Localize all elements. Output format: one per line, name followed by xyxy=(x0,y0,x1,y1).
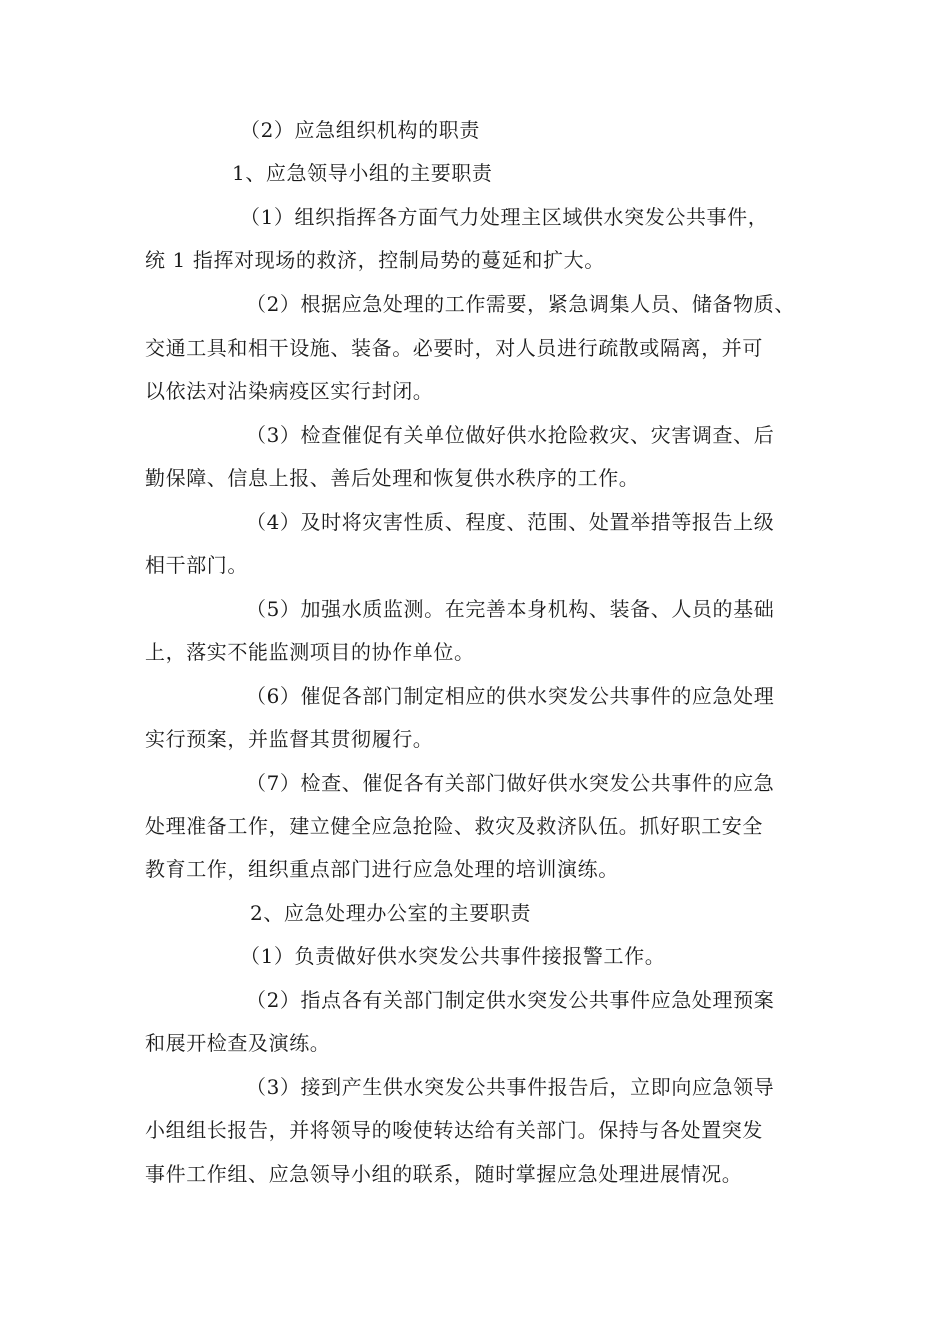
part1-item6-line1: （6）催促各部门制定相应的供水突发公共事件的应急处理 xyxy=(246,684,775,708)
part1-item4-line2: 相干部门。 xyxy=(145,553,248,577)
part1-item3-line2: 勤保障、信息上报、善后处理和恢复供水秩序的工作。 xyxy=(145,466,640,490)
part1-item1-line1: （1）组织指挥各方面气力处理主区域供水突发公共事件， xyxy=(240,205,769,229)
part1-item2-line2: 交通工具和相干设施、装备。必要时，对人员进行疏散或隔离，并可 xyxy=(145,336,763,360)
part1-heading: 1、应急领导小组的主要职责 xyxy=(232,161,493,185)
part1-item6-line2: 实行预案，并监督其贯彻履行。 xyxy=(145,727,434,751)
part2-item3-line2: 小组组长报告，并将领导的唆使转达给有关部门。保持与各处置突发 xyxy=(145,1118,763,1142)
part1-item2-line3: 以依法对沾染病疫区实行封闭。 xyxy=(145,379,434,403)
part1-item5-line1: （5）加强水质监测。在完善本身机构、装备、人员的基础 xyxy=(246,597,775,621)
part2-item1-line1: （1）负责做好供水突发公共事件接报警工作。 xyxy=(240,944,666,968)
part1-item7-line3: 教育工作，组织重点部门进行应急处理的培训演练。 xyxy=(145,857,619,881)
part1-item7-line2: 处理准备工作，建立健全应急抢险、救灾及救济队伍。抓好职工安全 xyxy=(145,814,763,838)
part2-item3-line1: （3）接到产生供水突发公共事件报告后，立即向应急领导 xyxy=(246,1075,775,1099)
part1-item3-line1: （3）检查催促有关单位做好供水抢险救灾、灾害调查、后 xyxy=(246,423,775,447)
part2-item3-line3: 事件工作组、应急领导小组的联系，随时掌握应急处理进展情况。 xyxy=(145,1162,743,1186)
part1-item2-line1: （2）根据应急处理的工作需要，紧急调集人员、储备物质、 xyxy=(246,292,795,316)
part1-item1-line2: 统 1 指挥对现场的救济，控制局势的蔓延和扩大。 xyxy=(145,248,605,272)
part1-item4-line1: （4）及时将灾害性质、程度、范围、处置举措等报告上级 xyxy=(246,510,775,534)
section-heading: （2）应急组织机构的职责 xyxy=(240,118,480,142)
part2-item2-line2: 和展开检查及演练。 xyxy=(145,1031,331,1055)
part2-item2-line1: （2）指点各有关部门制定供水突发公共事件应急处理预案 xyxy=(246,988,775,1012)
part1-item5-line2: 上，落实不能监测项目的协作单位。 xyxy=(145,640,475,664)
part2-heading: 2、应急处理办公室的主要职责 xyxy=(250,901,532,925)
part1-item7-line1: （7）检查、催促各有关部门做好供水突发公共事件的应急 xyxy=(246,771,775,795)
